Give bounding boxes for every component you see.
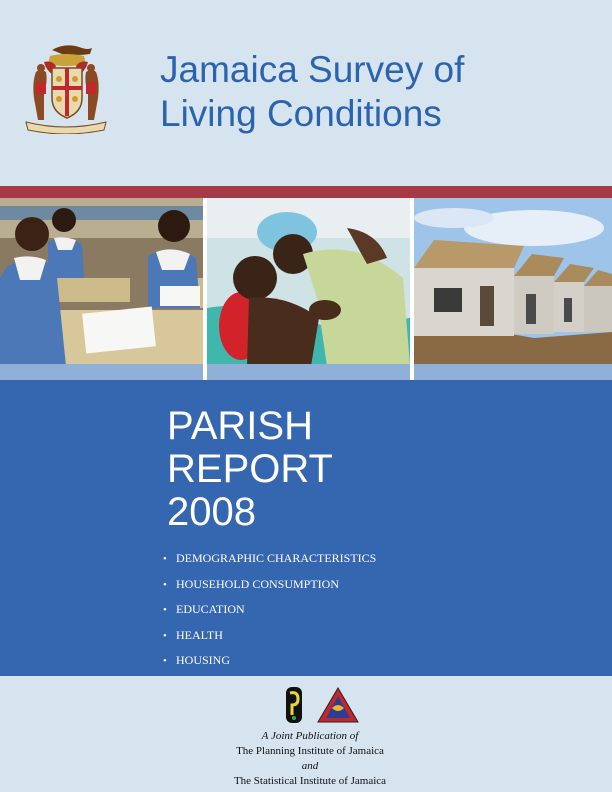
topic-item bbox=[163, 574, 376, 600]
bullet-icon: • bbox=[163, 655, 167, 667]
bullet-icon: • bbox=[163, 553, 167, 565]
housing-construction-photo bbox=[414, 198, 612, 366]
and-label: and bbox=[301, 760, 319, 772]
report-title-line-2: REPORT bbox=[167, 447, 333, 491]
survey-title-line-1: Jamaica Survey of bbox=[160, 49, 465, 90]
survey-title bbox=[160, 48, 600, 136]
joint-publication-label: A Joint Publication of bbox=[261, 730, 359, 742]
publisher-statin: The Statistical Institute of Jamaica bbox=[233, 775, 387, 787]
topic-label: HOUSING bbox=[176, 653, 230, 667]
topic-label: EDUCATION bbox=[176, 602, 245, 616]
survey-title-line-2: Living Conditions bbox=[160, 93, 442, 134]
report-year: 2008 bbox=[167, 490, 256, 534]
coat-of-arms-icon bbox=[22, 42, 110, 134]
photo-strip bbox=[0, 198, 612, 380]
topic-item bbox=[163, 548, 376, 574]
topic-label: DEMOGRAPHIC CHARACTERISTICS bbox=[176, 551, 377, 565]
photo-strip-underline bbox=[0, 364, 612, 380]
cover-header bbox=[0, 0, 612, 186]
hospital-care-photo bbox=[207, 198, 410, 366]
bullet-icon: • bbox=[163, 578, 167, 591]
bullet-icon: • bbox=[163, 604, 167, 616]
pioj-logo-icon bbox=[284, 685, 304, 725]
topic-item bbox=[163, 625, 376, 651]
statin-logo-icon bbox=[316, 686, 360, 724]
photo-divider bbox=[203, 364, 207, 380]
publication-credits bbox=[200, 729, 420, 789]
topic-item bbox=[163, 599, 376, 625]
publisher-pioj: The Planning Institute of Jamaica bbox=[236, 745, 384, 757]
classroom-students-photo bbox=[0, 198, 203, 366]
topic-item bbox=[163, 650, 376, 676]
topic-label: HEALTH bbox=[176, 627, 223, 642]
topic-label: HOUSEHOLD CONSUMPTION bbox=[176, 576, 340, 591]
report-title-line-1: PARISH bbox=[167, 404, 313, 448]
photo-divider bbox=[410, 364, 414, 380]
red-divider-band bbox=[0, 186, 612, 198]
bullet-icon: • bbox=[163, 629, 167, 642]
topic-list bbox=[163, 548, 376, 676]
report-title bbox=[167, 405, 333, 534]
